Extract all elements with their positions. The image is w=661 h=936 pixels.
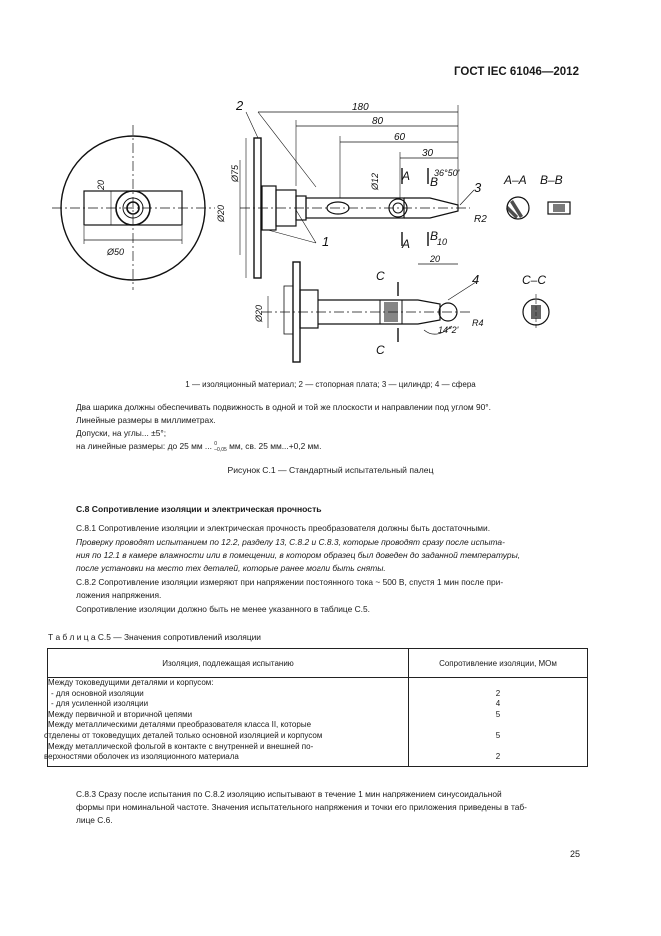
table-value — [409, 678, 587, 689]
note-line-2: Линейные размеры в миллиметрах. — [76, 415, 216, 425]
note-line-1: Два шарика должны обеспечивать подвижность в одной и той же плоскости и направлении под углом 90°. — [76, 402, 491, 412]
note-line-4-end: мм, св. 25 мм...+0,2 мм. — [229, 441, 322, 451]
insulation-table — [44, 648, 588, 767]
marker-a-top: A — [402, 169, 411, 183]
dim-phi12: Ø12 — [370, 172, 380, 190]
table-body-insulation — [44, 678, 409, 767]
dim-phi20-lower: Ø20 — [254, 304, 264, 322]
standard-header: ГОСТ IEC 61046—2012 — [454, 66, 579, 78]
label-4: 4 — [472, 272, 480, 287]
label-2: 2 — [236, 98, 244, 113]
dim-20-lower: 20 — [430, 254, 441, 264]
table-caption: Т а б л и ц а С.5 — Значения сопротивлений изоляции — [48, 632, 261, 642]
table-value: 5 — [495, 709, 501, 719]
table-header-insulation: Изоляция, подлежащая испытанию — [48, 649, 409, 678]
paragraph-c83-2: формы при номинальной частоте. Значения испытательного напряжения и точки его приложения приведены в таб- — [76, 802, 527, 812]
table-value: 5 — [495, 730, 501, 740]
radius-r4: R4 — [472, 318, 484, 328]
section-a-a: A–A — [504, 173, 527, 187]
table-row-text: Между металлической фольгой в контакте с внутренней и внешней по- — [48, 741, 314, 751]
dim-180: 180 — [352, 102, 369, 113]
table-value: 2 — [495, 752, 501, 762]
table-header-resistance: Сопротивление изоляции, МОм — [409, 649, 588, 678]
paragraph-c81: С.8.1 Сопротивление изоляции и электрическая прочность преобразователя должны быть достаточными. — [76, 523, 491, 533]
dim-phi20-upper: Ø20 — [216, 204, 226, 222]
dim-phi50: Ø50 — [107, 247, 125, 257]
paragraph-c82-1: С.8.2 Сопротивление изоляции измеряют при напряжении постоянного тока ~ 500 В, спустя 1 мин после при- — [76, 577, 504, 587]
table-row-text: Между токоведущими деталями и корпусом: — [48, 678, 214, 687]
dim-phi75: Ø75 — [230, 164, 240, 182]
marker-c-top: C — [376, 269, 385, 283]
note-line-4 — [76, 440, 321, 454]
table-body-resistance — [409, 678, 588, 767]
section-title: С.8 Сопротивление изоляции и электрическая прочность — [76, 504, 322, 514]
label-3: 3 — [474, 180, 482, 195]
figure-legend: 1 — изоляционный материал; 2 — стопорная плата; 3 — цилиндр; 4 — сфера — [185, 380, 476, 389]
angle-36-50: 36°50' — [434, 168, 460, 178]
table-row-text: верхностями оболочек из изоляционного материала — [44, 752, 239, 762]
table-row-text: отделены от токоведущих деталей только основной изоляцией и корпусом — [44, 730, 323, 740]
dim-30: 30 — [422, 148, 434, 159]
tolerance-lower: –0,05 — [214, 446, 227, 453]
paragraph-resistance: Сопротивление изоляции должно быть не менее указанного в таблице С.5. — [76, 604, 370, 614]
table-value — [409, 742, 587, 753]
paragraph-c82-2: ложения напряжения. — [76, 590, 162, 600]
table-value — [409, 720, 587, 731]
marker-a-bottom: A — [402, 237, 411, 251]
paragraph-check-2: ния по 12.1 в камере влажности или в помещении, в котором образец был доведен до заданной температуры, — [76, 550, 521, 560]
note-line-4-start: на линейные размеры: до 25 мм ... — [76, 441, 212, 451]
table-value: 4 — [495, 699, 501, 709]
paragraph-c83-3: лице С.6. — [76, 815, 113, 825]
label-1: 1 — [322, 234, 330, 249]
page-number: 25 — [570, 849, 581, 859]
table-row-text: Между металлическими деталями преобразователя класса II, которые — [48, 720, 312, 730]
marker-b-top: B — [430, 175, 439, 189]
paragraph-c83-1: С.8.3 Сразу после испытания по С.8.2 изоляцию испытывают в течение 1 мин напряжением синусоидальной — [76, 789, 502, 799]
angle-14-2: 14°2' — [438, 325, 459, 335]
radius-r2: R2 — [474, 214, 487, 225]
dim-60: 60 — [394, 132, 406, 143]
table-row-text: - для усиленной изоляции — [51, 699, 149, 709]
test-finger-drawing — [50, 95, 610, 370]
marker-c-bottom: C — [376, 343, 385, 357]
paragraph-check-1: Проверку проводят испытанием по 12.2, разделу 13, С.8.2 и С.8.3, которые проводят сразу после испыта- — [76, 537, 505, 547]
table-row-text: Между первичной и вторичной цепями — [48, 709, 193, 719]
section-b-b: B–B — [540, 173, 563, 187]
table-value: 2 — [495, 688, 501, 698]
tolerance-upper: 0 — [214, 440, 218, 447]
marker-b-bottom: B — [430, 229, 439, 243]
dim-10: 10 — [437, 237, 448, 247]
dim-w20: 20 — [96, 179, 106, 190]
table-row-text: - для основной изоляции — [51, 688, 144, 698]
note-line-3: Допуски, на углы... ±5°; — [76, 428, 167, 438]
dim-80: 80 — [372, 116, 384, 127]
figure-caption: Рисунок С.1 — Стандартный испытательный палец — [227, 465, 434, 475]
paragraph-check-3: после установки на место тех деталей, которые ранее могли быть сняты. — [76, 563, 386, 573]
section-c-c: C–C — [522, 273, 547, 287]
